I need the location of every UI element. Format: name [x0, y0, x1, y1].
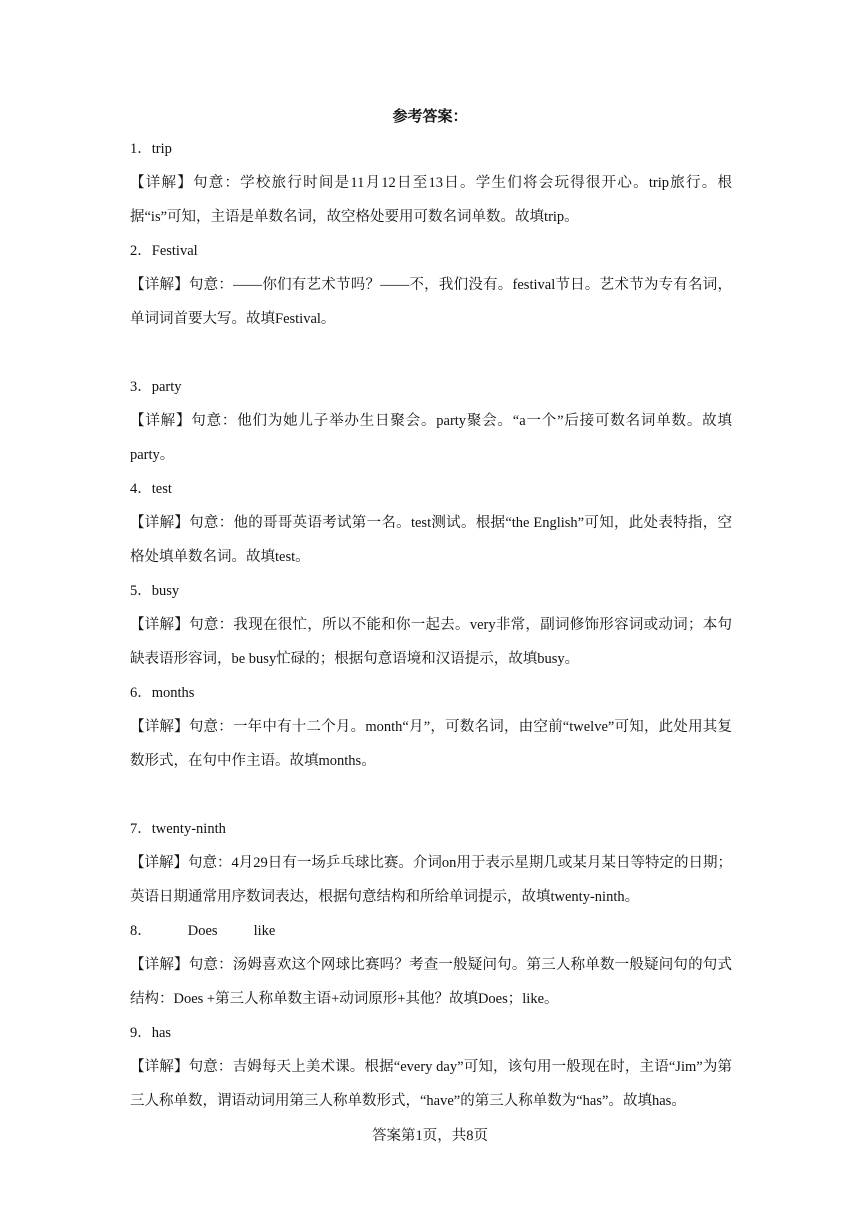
answer-head: 6．months — [130, 685, 195, 701]
answer-head: 9．has — [130, 1025, 172, 1041]
answer-detail: 【详解】句意：他的哥哥英语考试第一名。test测试。根据“the English”可知，此处表特指，空格处填单数名词。故填test。 — [130, 515, 732, 565]
answer-item-8 — [130, 914, 732, 1016]
answer-list — [130, 132, 732, 1118]
page-footer: 答案第1页，共8页 — [372, 1128, 488, 1144]
answer-detail: 【详解】句意：——你们有艺术节吗？——不，我们没有。festival节日。艺术节为专有名词，单词词首要大写。故填Festival。 — [130, 277, 732, 327]
answer-word-1: Does — [187, 923, 218, 939]
answer-item-3 — [130, 370, 732, 472]
answer-item-6 — [130, 676, 732, 778]
answer-head: 2．Festival — [130, 243, 198, 259]
answer-item-7 — [130, 812, 732, 914]
answer-detail: 【详解】句意：我现在很忙，所以不能和你一起去。very非常，副词修饰形容词或动词；本句缺表语形容词，be busy忙碌的；根据句意语境和汉语提示，故填busy。 — [130, 617, 732, 667]
answer-head: 7．twenty-ninth — [130, 821, 226, 837]
answer-item-1 — [130, 132, 732, 234]
answer-head — [130, 914, 732, 948]
answer-detail: 【详解】句意：一年中有十二个月。month“月”，可数名词，由空前“twelve”可知，此处用其复数形式，在句中作主语。故填months。 — [130, 719, 732, 769]
spacer — [130, 336, 732, 370]
answer-number: 8． — [130, 923, 152, 939]
answer-detail: 【详解】句意：吉姆每天上美术课。根据“every day”可知，该句用一般现在时，主语“Jim”为第三人称单数，谓语动词用第三人称单数形式，“have”的第三人称单数为“has”。故填has。 — [130, 1059, 732, 1109]
answer-head: 4．test — [130, 481, 172, 497]
page-title: 参考答案： — [392, 109, 468, 125]
answer-detail: 【详解】句意：他们为她儿子举办生日聚会。party聚会。“a一个”后接可数名词单数。故填party。 — [130, 413, 732, 463]
answer-word-2: like — [253, 923, 276, 939]
answer-head: 3．party — [130, 379, 182, 395]
answer-detail: 【详解】句意：4月29日有一场乒乓球比赛。介词on用于表示星期几或某月某日等特定的日期；英语日期通常用序数词表达，根据句意结构和所给单词提示，故填twenty-ninth。 — [130, 855, 732, 905]
answer-detail: 【详解】句意：汤姆喜欢这个网球比赛吗？考查一般疑问句。第三人称单数一般疑问句的句式结构：Does +第三人称单数主语+动词原形+其他？故填Does；like。 — [130, 957, 732, 1007]
answer-item-9 — [130, 1016, 732, 1118]
answer-item-5 — [130, 574, 732, 676]
answer-item-4 — [130, 472, 732, 574]
answer-head: 1．trip — [130, 141, 172, 157]
answer-detail: 【详解】句意：学校旅行时间是11月12日至13日。学生们将会玩得很开心。trip旅行。根据“is”可知，主语是单数名词，故空格处要用可数名词单数。故填trip。 — [130, 175, 732, 225]
spacer — [130, 778, 732, 812]
answer-item-2 — [130, 234, 732, 336]
answer-head: 5．busy — [130, 583, 180, 599]
